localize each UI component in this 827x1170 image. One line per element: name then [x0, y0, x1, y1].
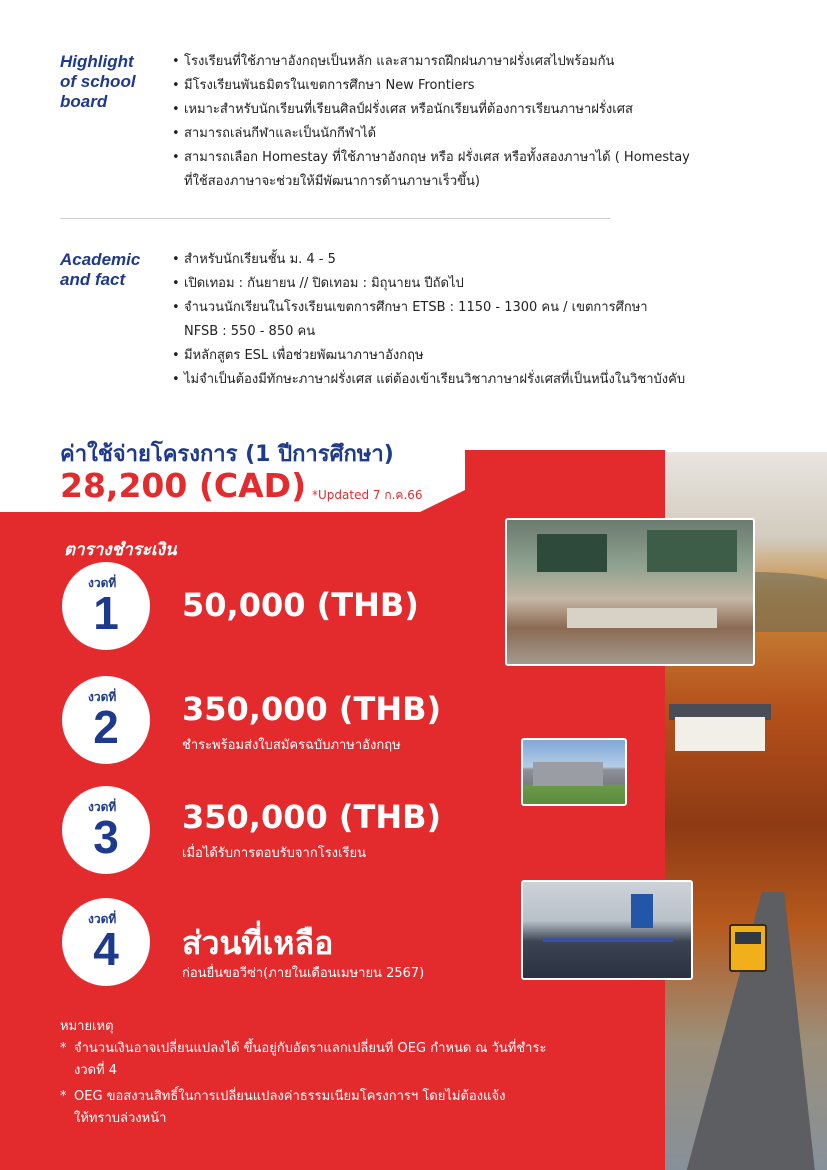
installment-word: งวดที่ — [88, 912, 117, 926]
school-building-photo — [521, 738, 627, 806]
note-line: OEG ขอสงวนสิทธิ์ในการเปลี่ยนแปลงค่าธรรมเนียมโครงการฯ โดยไม่ต้องแจ้ง — [74, 1089, 506, 1104]
installment-amount: 350,000 (THB) — [182, 798, 442, 836]
academic-item: • เปิดเทอม : กันยายน // ปิดเทอม : มิถุนายน ปีถัดไป — [172, 272, 685, 296]
classroom-photo — [505, 518, 755, 666]
academic-item: • สำหรับนักเรียนชั้น ม. 4 - 5 — [172, 248, 685, 272]
highlight-item: • สามารถเล่นกีฬาและเป็นนักกีฬาได้ — [172, 122, 690, 146]
updated-note: *Updated 7 ก.ค.66 — [312, 488, 423, 502]
academic-item-continued: NFSB : 550 - 850 คน — [184, 324, 316, 339]
ribbon-shape — [543, 938, 673, 942]
academic-item: • จำนวนนักเรียนในโรงเรียนเขตการศึกษา ETSB : 1150 - 1300 คน / เขตการศึกษา — [172, 296, 685, 320]
notes-title: หมายเหตุ — [60, 1019, 114, 1034]
installment-circle — [62, 898, 150, 986]
highlight-heading-line: Highlight — [60, 52, 134, 71]
installment-circle — [62, 562, 150, 650]
highlight-heading-line: of school — [60, 72, 136, 91]
cost-amount: 28,200 (CAD) — [60, 466, 307, 505]
schedule-title: ตารางชำระเงิน — [64, 540, 177, 560]
house-shape — [675, 717, 765, 751]
installment-amount: ส่วนที่เหลือ — [182, 924, 334, 962]
highlight-list — [172, 50, 690, 194]
academic-heading — [60, 250, 140, 290]
school-bus-shape — [729, 924, 767, 972]
classroom-table-shape — [567, 608, 717, 628]
notes-block — [60, 1016, 546, 1130]
note-item — [60, 1086, 546, 1130]
installment-word: งวดที่ — [88, 800, 117, 814]
note-line: งวดที่ 4 — [74, 1063, 118, 1078]
installment-circle — [62, 676, 150, 764]
highlight-heading-line: board — [60, 92, 108, 111]
academic-item: • มีหลักสูตร ESL เพื่อช่วยพัฒนาภาษาอังกฤษ — [172, 344, 685, 368]
installment-word: งวดที่ — [88, 690, 117, 704]
note-line: จำนวนเงินอาจเปลี่ยนแปลงได้ ขึ้นอยู่กับอัตราแลกเปลี่ยนที่ OEG กำหนด ณ วันที่ชำระ — [74, 1041, 547, 1056]
highlight-item: • เหมาะสำหรับนักเรียนที่เรียนศิลป์ฝรั่งเศส หรือนักเรียนที่ต้องการเรียนภาษาฝรั่งเศส — [172, 98, 690, 122]
installment-number: 4 — [93, 923, 119, 975]
academic-list — [172, 248, 685, 392]
installment-note: ก่อนยื่นขอวีซ่า(ภายในเดือนเมษายน 2567) — [182, 966, 425, 981]
installment-number: 1 — [93, 587, 119, 639]
building-shape — [533, 762, 603, 786]
installment-note: เมื่อได้รับการตอบรับจากโรงเรียน — [182, 846, 366, 861]
highlight-item: • สามารถเลือก Homestay ที่ใช้ภาษาอังกฤษ หรือ ฝรั่งเศส หรือทั้งสองภาษาได้ ( Homestay — [172, 146, 690, 170]
chalkboard-shape — [537, 534, 607, 572]
cost-title: ค่าใช้จ่ายโครงการ (1 ปีการศึกษา) — [60, 442, 394, 467]
installment-circle — [62, 786, 150, 874]
section-divider — [60, 218, 610, 219]
asterisk-icon: * — [60, 1041, 67, 1056]
highlight-heading — [60, 52, 136, 112]
installment-number: 3 — [93, 811, 119, 863]
highlight-item-continued: ที่ใช้สองภาษาจะช่วยให้มีพัฒนาการด้านภาษาเร็วขึ้น) — [184, 174, 480, 189]
quebec-flag-shape — [631, 894, 653, 928]
installment-note: ชำระพร้อมส่งใบสมัครฉบับภาษาอังกฤษ — [182, 738, 401, 753]
ribbon-ceremony-photo — [521, 880, 693, 980]
installment-word: งวดที่ — [88, 576, 117, 590]
highlight-item: • โรงเรียนที่ใช้ภาษาอังกฤษเป็นหลัก และสามารถฝึกฝนภาษาฝรั่งเศสไปพร้อมกัน — [172, 50, 690, 74]
installment-number: 2 — [93, 701, 119, 753]
chalkboard-shape — [647, 530, 737, 572]
academic-item: • ไม่จำเป็นต้องมีทักษะภาษาฝรั่งเศส แต่ต้องเข้าเรียนวิชาภาษาฝรั่งเศสที่เป็นหนึ่งในวิชาบังคับ — [172, 368, 685, 392]
installment-amount: 350,000 (THB) — [182, 690, 442, 728]
note-line: ให้ทราบล่วงหน้า — [74, 1111, 167, 1126]
academic-heading-line: Academic — [60, 250, 141, 269]
installment-amount: 50,000 (THB) — [182, 586, 419, 624]
note-item — [60, 1038, 546, 1082]
academic-heading-line: and fact — [60, 270, 126, 289]
asterisk-icon: * — [60, 1089, 67, 1104]
highlight-item: • มีโรงเรียนพันธมิตรในเขตการศึกษา New Frontiers — [172, 74, 690, 98]
